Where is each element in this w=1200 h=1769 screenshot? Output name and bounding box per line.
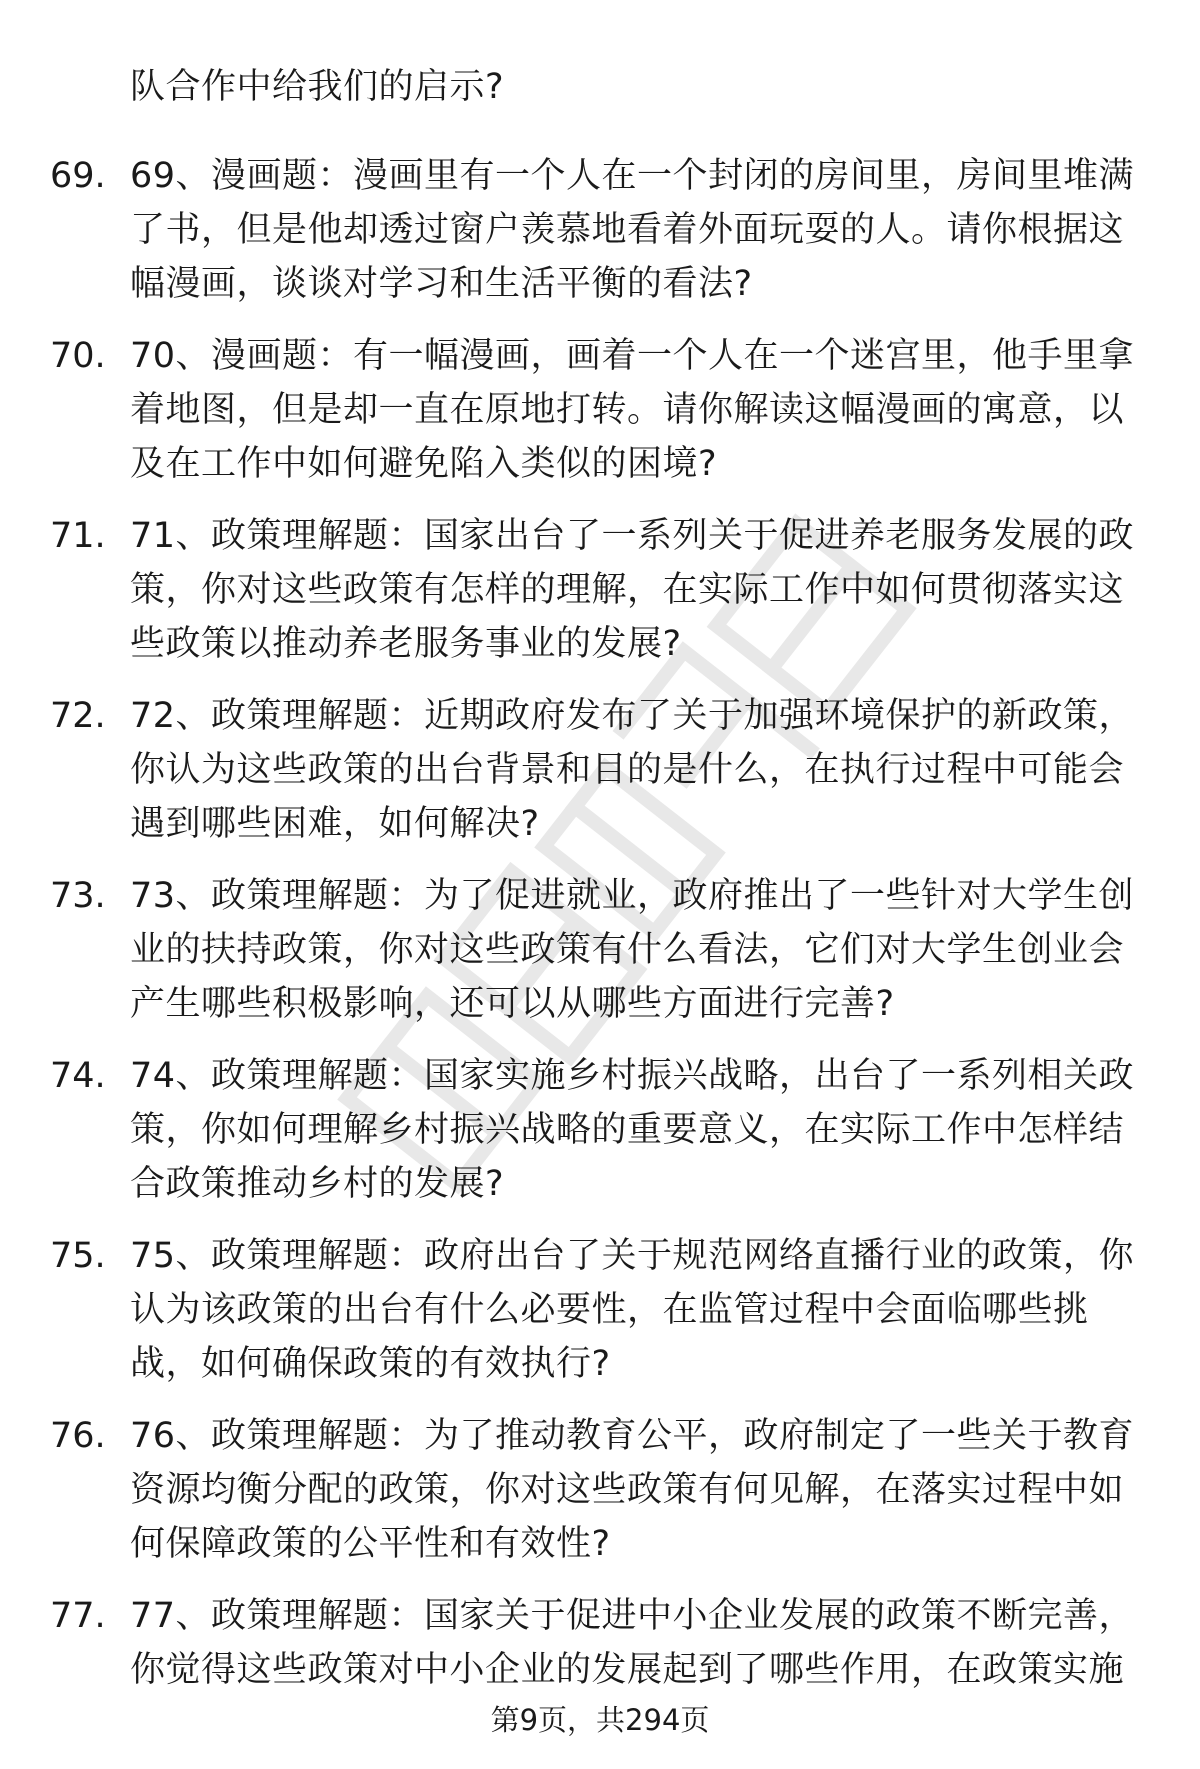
page-footer: 第9页，共294页 [490, 1703, 710, 1737]
question-text: 75、政策理解题：政府出台了关于规范网络直播行业的政策，你认为该政策的出台有什么必要性，在监管过程中会面临哪些挑战，如何确保政策的有效执行? [130, 1236, 1135, 1384]
question-text: 69、漫画题：漫画里有一个人在一个封闭的房间里，房间里堆满了书，但是他却透过窗户羡慕地看着外面玩耍的人。请你根据这幅漫画，谈谈对学习和生活平衡的看法? [130, 156, 1135, 304]
question-number: 72. [50, 696, 106, 736]
question-item [0, 869, 1200, 1049]
question-item [0, 149, 1200, 329]
question-text: 77、政策理解题：国家关于促进中小企业发展的政策不断完善，你觉得这些政策对中小企业的发展起到了哪些作用，在政策实施 [130, 1596, 1135, 1690]
question-number: 76. [50, 1416, 106, 1456]
question-text: 72、政策理解题：近期政府发布了关于加强环境保护的新政策，你认为这些政策的出台背景和目的是什么，在执行过程中可能会遇到哪些困难，如何解决? [130, 696, 1135, 844]
question-item [0, 1589, 1200, 1769]
question-item [0, 1229, 1200, 1409]
question-number: 75. [50, 1236, 106, 1276]
question-item [0, 1409, 1200, 1589]
question-number: 69. [50, 156, 106, 196]
question-item [0, 329, 1200, 509]
question-item [0, 509, 1200, 689]
continuation-text: 队合作中给我们的启示? [130, 67, 505, 107]
question-list [0, 149, 1200, 1769]
question-number: 73. [50, 876, 106, 916]
question-item [0, 689, 1200, 869]
question-number: 77. [50, 1596, 106, 1636]
question-number: 74. [50, 1056, 106, 1096]
question-text: 74、政策理解题：国家实施乡村振兴战略，出台了一系列相关政策，你如何理解乡村振兴战略的重要意义，在实际工作中怎样结合政策推动乡村的发展? [130, 1056, 1135, 1204]
question-number: 71. [50, 516, 106, 556]
question-number: 70. [50, 336, 106, 376]
question-text: 73、政策理解题：为了促进就业，政府推出了一些针对大学生创业的扶持政策，你对这些政策有什么看法，它们对大学生创业会产生哪些积极影响，还可以从哪些方面进行完善? [130, 876, 1135, 1024]
question-text: 76、政策理解题：为了推动教育公平，政府制定了一些关于教育资源均衡分配的政策，你对这些政策有何见解，在落实过程中如何保障政策的公平性和有效性? [130, 1416, 1135, 1564]
question-item [0, 1049, 1200, 1229]
question-text: 70、漫画题：有一幅漫画，画着一个人在一个迷宫里，他手里拿着地图，但是却一直在原地打转。请你解读这幅漫画的寓意，以及在工作中如何避免陷入类似的困境? [130, 336, 1135, 484]
question-text: 71、政策理解题：国家出台了一系列关于促进养老服务发展的政策，你对这些政策有怎样的理解，在实际工作中如何贯彻落实这些政策以推动养老服务事业的发展? [130, 516, 1135, 664]
